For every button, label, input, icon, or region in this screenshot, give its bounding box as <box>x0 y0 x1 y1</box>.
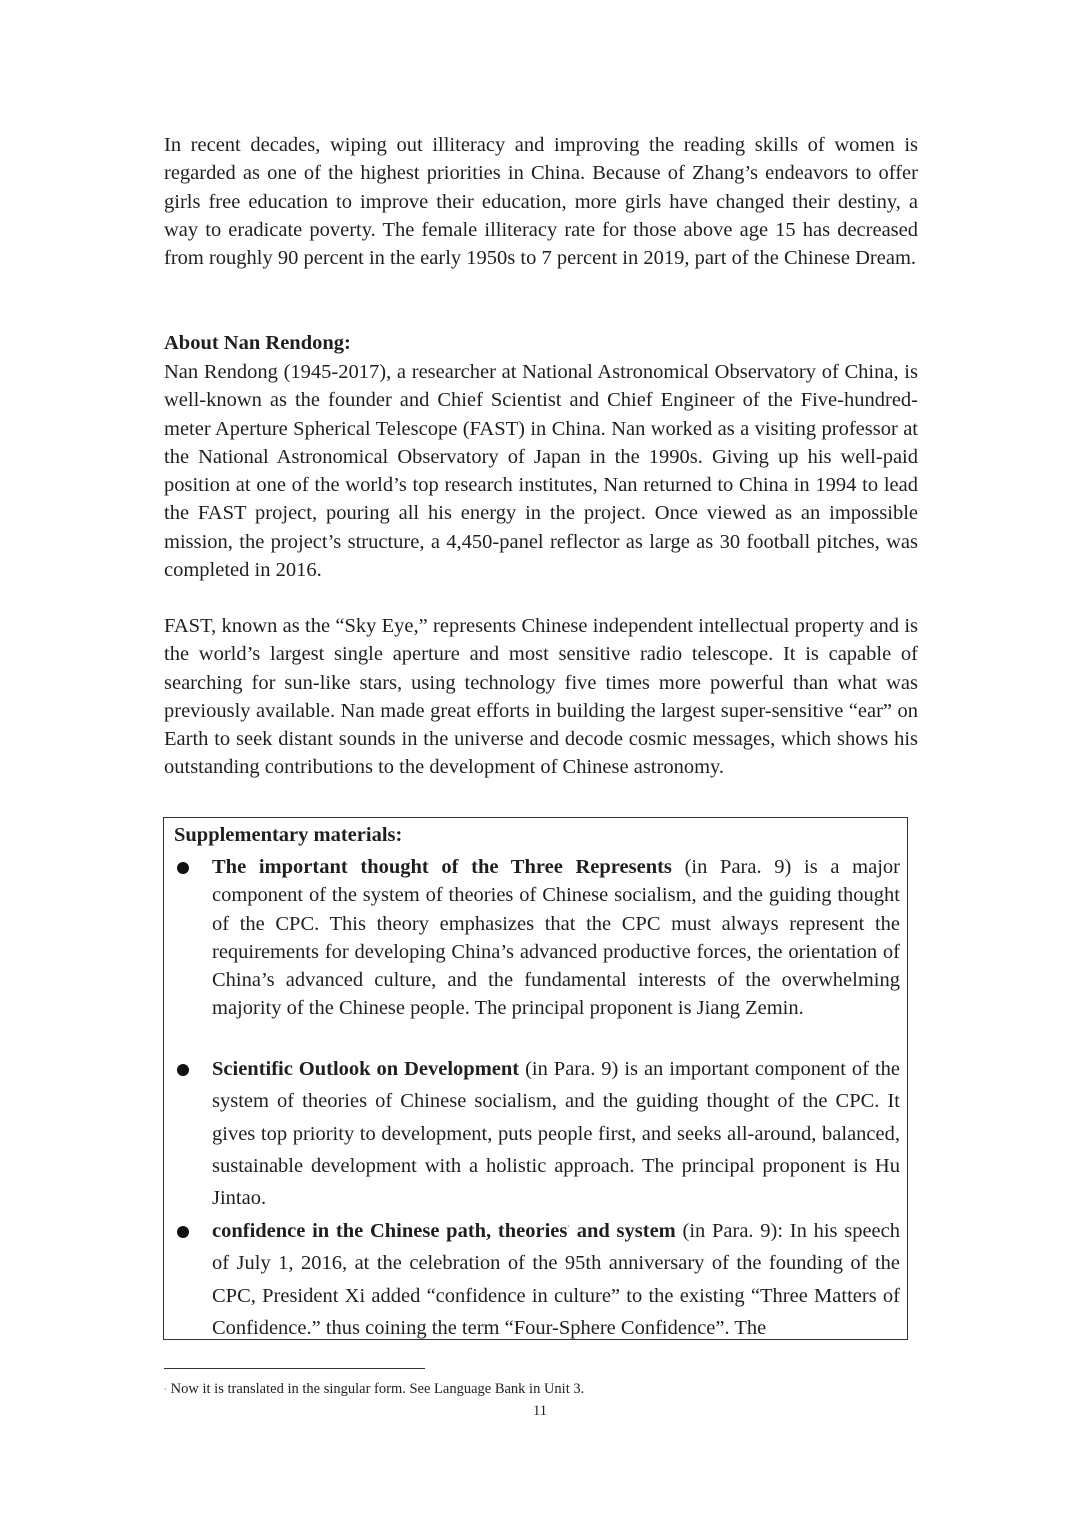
supplementary-item-body: (in Para. 9) is an important component of the system of theories of Chinese socialism, and the guiding thought of the CPC. It gives top priority to development, puts people first, and seeks all-around, balanced, sustainable development with a holistic approach. The principal proponent is Hu Jintao. <box>212 1058 901 1210</box>
bullet-dot-icon <box>177 1226 189 1238</box>
footnote-reference-mark: · <box>567 1222 571 1232</box>
footnote-divider <box>164 1368 425 1369</box>
page-number: 11 <box>533 1403 547 1419</box>
supplementary-title: Supplementary materials: <box>174 824 403 846</box>
section-heading-nan-rendong: About Nan Rendong: <box>164 332 351 354</box>
supplementary-item-term: The important thought of the Three Represents <box>212 856 672 878</box>
supplementary-item-text <box>212 853 900 1023</box>
bullet-dot-icon <box>177 1064 189 1076</box>
supplementary-item-term-part2: and system <box>570 1220 676 1242</box>
supplementary-item-term-part1: confidence in the Chinese path, theories <box>212 1220 568 1242</box>
paragraph-fast-telescope: FAST, known as the “Sky Eye,” represents Chinese independent intellectual property and is the world’s largest single aperture and most sensitive radio telescope. It is capable of searching for sun-like stars, using technology five times more powerful than what was previously available. Nan made great efforts in building the largest super-sensitive “ear” on Earth to seek distant sounds in the universe and decode cosmic messages, which shows his outstanding contributions to the development of Chinese astronomy. <box>164 615 918 779</box>
supplementary-item-text <box>212 1215 900 1340</box>
footnote-text: Now it is translated in the singular form. See Language Bank in Unit 3. <box>170 1381 585 1397</box>
bullet-dot-icon <box>177 862 189 874</box>
supplementary-item-body: (in Para. 9) is a major component of the system of theories of Chinese socialism, and the guiding thought of the CPC. This theory emphasizes that the CPC must always represent the requirements for developing China’s advanced productive forces, the orientation of China’s advanced culture, and the fundamental interests of the overwhelming majority of the Chinese people. The principal proponent is Jiang Zemin. <box>212 856 900 1020</box>
supplementary-item-text <box>212 1053 900 1214</box>
footnote <box>164 1379 584 1400</box>
supplementary-item-term: Scientific Outlook on Development <box>212 1058 520 1080</box>
footnote-mark: · <box>164 1384 167 1394</box>
paragraph-illiteracy: In recent decades, wiping out illiteracy and improving the reading skills of women is regarded as one of the highest priorities in China. Because of Zhang’s endeavors to offer girls free education to improve their education, more girls have changed their destiny, a way to eradicate poverty. The female illiteracy rate for those above age 15 has decreased from roughly 90 percent in the early 1950s to 7 percent in 2019, part of the Chinese Dream. <box>164 134 918 270</box>
paragraph-nan-rendong-bio: Nan Rendong (1945-2017), a researcher at National Astronomical Observatory of China, is well-known as the founder and Chief Scientist and Chief Engineer of the Five-hundred-meter Aperture Spherical Telescope (FAST) in China. Nan worked as a visiting professor at the National Astronomical Observatory of Japan in the 1990s. Giving up his well-paid position at one of the world’s top research institutes, Nan returned to China in 1994 to lead the FAST project, pouring all his energy in the project. Once viewed as an impossible mission, the project’s structure, a 4,450-panel reflector as large as 30 football pitches, was completed in 2016. <box>164 361 918 582</box>
supplementary-materials-box <box>163 817 908 1340</box>
supplementary-item-body: (in Para. 9): In his speech of July 1, 2016, at the celebration of the 95th anniversary of the founding of the CPC, President Xi added “confidence in culture” to the existing “Three Matters of Confidence.” thus coining the term “Four-Sphere Confidence”. The <box>212 1220 900 1339</box>
